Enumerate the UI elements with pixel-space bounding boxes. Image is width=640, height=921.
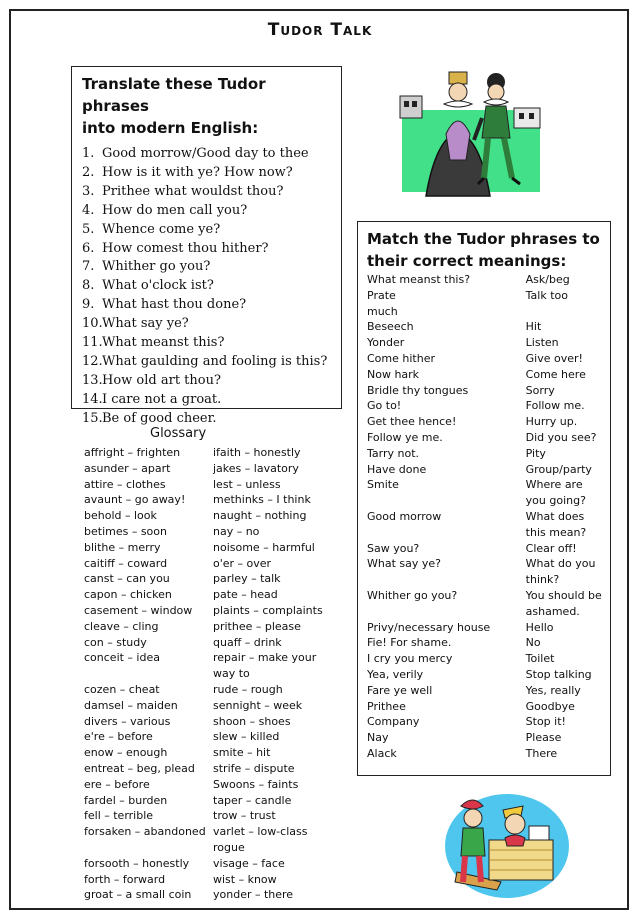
glossary-entry: asunder – apart [84, 461, 171, 475]
match-phrase-line [367, 604, 526, 620]
glossary-entry: naught – nothing [213, 509, 307, 523]
match-meaning-line: Listen [525, 336, 559, 350]
match-meaning-line: Ask/beg [525, 273, 570, 286]
translate-item [82, 277, 333, 296]
match-meaning-line: Did you see? [525, 430, 597, 444]
glossary-entry: conceit – idea [84, 651, 160, 665]
translate-item [82, 164, 333, 183]
glossary-left-column [84, 445, 209, 903]
glossary-entry: cozen – cheat [84, 682, 160, 696]
glossary-entry: methinks – I think [213, 493, 311, 507]
match-meaning-line: Stop it! [525, 715, 566, 729]
match-meaning-line: Talk too [525, 288, 568, 302]
match-phrase-line: Yonder [367, 336, 405, 350]
item-number: 12. [82, 353, 103, 369]
item-text: I care not a groat. [102, 391, 222, 407]
match-meaning-line: Come here [525, 367, 586, 381]
glossary-entry: fell – terrible [84, 809, 154, 823]
item-number: 15. [82, 410, 103, 426]
translate-heading-line2: into modern English: [82, 119, 259, 137]
glossary-entry: casement – window [84, 603, 193, 617]
item-number: 2. [82, 164, 95, 180]
glossary-entry: repair – make your [213, 651, 317, 665]
match-phrase-line: Fare ye well [367, 683, 433, 697]
glossary-entry [84, 840, 209, 856]
glossary-entry: smite – hit [213, 746, 271, 760]
glossary-entry: varlet – low-class [213, 825, 308, 839]
item-text: Be of good cheer. [102, 410, 217, 426]
glossary-entry: quaff – drink [213, 635, 282, 649]
translate-item [82, 372, 333, 391]
match-meaning-line: Hurry up. [525, 415, 578, 429]
item-text: What gaulding and fooling is this? [102, 353, 328, 369]
match-phrase-line: Privy/necessary house [367, 620, 491, 634]
match-meaning-line: Hello [525, 620, 554, 634]
glossary-entry: ere – before [84, 777, 150, 791]
item-number: 7. [82, 259, 95, 275]
item-number: 9. [82, 297, 95, 313]
match-meaning-line: Goodbye [525, 699, 575, 713]
item-number: 11. [82, 335, 103, 351]
glossary-entry: e're – before [84, 730, 153, 744]
item-number: 3. [82, 183, 95, 199]
glossary-entry: nay – no [213, 524, 260, 538]
glossary-entry: lest – unless [213, 477, 281, 491]
glossary-entry: behold – look [84, 509, 157, 523]
glossary-entry: sennight – week [213, 698, 303, 712]
item-text: Whither go you? [102, 259, 211, 275]
glossary-entry: slew – killed [213, 730, 280, 744]
match-meaning-line: think? [525, 573, 560, 587]
match-phrase-line: Come hither [367, 351, 435, 365]
glossary-entry: attire – clothes [84, 477, 166, 491]
glossary-entry: con – study [84, 635, 147, 649]
glossary-entry: taper – candle [213, 793, 292, 807]
item-number: 4. [82, 202, 95, 218]
glossary-entry: wist – know [213, 872, 277, 886]
item-text: Good morrow/Good day to thee [102, 146, 309, 161]
glossary-entry: forth – forward [84, 872, 166, 886]
glossary-entry: divers – various [84, 714, 171, 728]
translate-item [82, 296, 333, 315]
match-meaning-line: Clear off! [525, 541, 577, 555]
match-phrase-line: Bridle thy tongues [367, 383, 469, 397]
match-phrase-line: Fie! For shame. [367, 636, 452, 650]
match-phrase-line: Follow ye me. [367, 430, 443, 444]
match-phrase-line: Saw you? [367, 541, 420, 555]
translate-item [82, 315, 333, 334]
match-meaning-line: this mean? [525, 525, 587, 539]
item-number: 5. [82, 221, 95, 237]
tudor-couple-illustration [396, 68, 546, 200]
match-meaning-line: What does [525, 509, 585, 523]
glossary-entry: caitiff – coward [84, 556, 168, 570]
glossary-entry: pate – head [213, 588, 278, 602]
item-text: How do men call you? [102, 202, 248, 218]
match-phrases-column [367, 272, 526, 762]
match-heading [367, 228, 604, 272]
item-text: Whence come ye? [102, 221, 221, 237]
match-meaning-line: What do you [525, 557, 596, 571]
match-meaning-line: Stop talking [525, 667, 592, 681]
match-meaning-line: Please [525, 731, 562, 745]
glossary-title: Glossary [150, 426, 207, 441]
match-meaning-line: Pity [525, 446, 546, 460]
glossary-right-column [213, 445, 323, 903]
match-meaning-line: Sorry [525, 383, 555, 397]
item-text: How is it with ye? How now? [102, 164, 293, 180]
match-meaning-line: There [525, 746, 558, 760]
glossary-entry: plaints – complaints [213, 603, 323, 617]
glossary-entry: damsel – maiden [84, 698, 178, 712]
item-text: What say ye? [102, 316, 189, 332]
match-meaning-line: Where are [525, 478, 583, 492]
match-phrase-line: much [367, 304, 398, 318]
glossary-entry: trow – trust [213, 809, 276, 823]
match-phrase-line: What meanst this? [367, 273, 471, 286]
glossary-entry: avaunt – go away! [84, 493, 186, 507]
item-number: 6. [82, 240, 95, 256]
glossary-entry: o'er – over [213, 556, 272, 570]
match-phrase-line: I cry you mercy [367, 652, 453, 666]
glossary-entry: affright – frighten [84, 446, 181, 459]
translate-item [82, 202, 333, 221]
glossary-entry: forsooth – honestly [84, 856, 190, 870]
glossary-entry [84, 666, 209, 682]
match-meaning-line: Toilet [525, 652, 555, 666]
glossary-entry: capon – chicken [84, 588, 172, 602]
match-heading-line2: their correct meanings: [367, 252, 567, 270]
item-text: What meanst this? [102, 335, 225, 351]
match-phrase-line: Good morrow [367, 509, 442, 523]
glossary-entry: way to [213, 667, 250, 681]
glossary-entry: jakes – lavatory [213, 461, 299, 475]
glossary-entry: Swoons – faints [213, 777, 299, 791]
match-heading-line1: Match the Tudor phrases to [367, 230, 600, 248]
glossary-entry: enow – enough [84, 746, 168, 760]
match-phrase-line: Yea, verily [367, 667, 424, 681]
translate-item [82, 240, 333, 259]
glossary-entry: yonder – there [213, 888, 294, 902]
glossary-entry: groat – a small coin [84, 888, 192, 902]
match-meaning-line: Yes, really [525, 683, 581, 697]
match-meanings-column [526, 272, 604, 762]
glossary-entry: canst – can you [84, 572, 170, 586]
translate-item [82, 334, 333, 353]
match-phrase-line: Go to! [367, 399, 402, 413]
match-phrase-line: Beseech [367, 320, 414, 334]
match-meaning-line: No [525, 636, 541, 650]
match-phrase-line [367, 493, 526, 509]
translate-heading-line1: Translate these Tudor phrases [82, 75, 266, 115]
match-phrase-line: Whither go you? [367, 588, 458, 602]
match-phrase-line: Smite [367, 478, 399, 492]
item-number: 13. [82, 372, 103, 388]
item-text: Prithee what wouldst thou? [102, 183, 284, 199]
glossary-entry: ifaith – honestly [213, 446, 301, 459]
match-phrase-line [367, 525, 526, 541]
translate-heading [82, 73, 333, 139]
match-meaning-line: Follow me. [525, 399, 585, 413]
glossary-entry: entreat – beg, plead [84, 761, 195, 775]
glossary-entry: rogue [213, 840, 245, 854]
item-number: 10. [82, 316, 103, 332]
glossary-entry: noisome – harmful [213, 540, 315, 554]
translate-box [71, 66, 342, 426]
glossary-entry: parley – talk [213, 572, 281, 586]
match-meaning-line: You should be [525, 588, 602, 602]
page-title: Tudor Talk [267, 20, 373, 40]
glossary-entry: betimes – soon [84, 524, 167, 538]
item-number: 8. [82, 278, 95, 294]
match-phrase-line: What say ye? [367, 557, 441, 571]
translate-item [82, 353, 333, 372]
item-text: What hast thou done? [102, 297, 247, 313]
match-phrase-line: Get thee hence! [367, 415, 457, 429]
match-phrase-line: Prate [367, 288, 396, 302]
glossary-entry: forsaken – abandoned [84, 825, 206, 839]
translate-item [82, 145, 333, 164]
glossary-entry: shoon – shoes [213, 714, 291, 728]
item-text: How old art thou? [102, 372, 221, 388]
match-phrase-line [367, 572, 526, 588]
match-meaning-line: Give over! [525, 351, 583, 365]
match-phrase-line: Prithee [367, 699, 406, 713]
glossary-entry: rude – rough [213, 682, 283, 696]
match-phrase-line: Tarry not. [367, 446, 420, 460]
item-number: 14. [82, 391, 103, 407]
glossary-entry: strife – dispute [213, 761, 295, 775]
match-box [357, 221, 611, 776]
item-text: How comest thou hither? [102, 240, 269, 256]
glossary-entry: fardel – burden [84, 793, 168, 807]
item-number: 1. [82, 146, 95, 161]
translate-item [82, 410, 333, 429]
match-meaning-line: you going? [525, 494, 586, 508]
match-phrase-line: Nay [367, 731, 389, 745]
match-phrase-line: Have done [367, 462, 427, 476]
match-meaning-line: Hit [525, 320, 542, 334]
translate-item [82, 258, 333, 277]
match-meaning-line [526, 304, 604, 320]
match-columns [367, 272, 604, 762]
match-phrase-line: Alack [367, 746, 397, 760]
match-meaning-line: Group/party [525, 462, 592, 476]
translate-list [82, 145, 333, 429]
glossary-entry: prithee – please [213, 619, 301, 633]
glossary-entry: visage – face [213, 856, 285, 870]
match-phrase-line: Company [367, 715, 420, 729]
glossary-entry: cleave – cling [84, 619, 159, 633]
translate-item [82, 221, 333, 240]
match-meaning-line: ashamed. [525, 604, 580, 618]
jester-king-illustration [443, 786, 571, 900]
item-text: What o'clock ist? [102, 278, 214, 294]
translate-item [82, 391, 333, 410]
translate-item [82, 183, 333, 202]
glossary-entry: blithe – merry [84, 540, 161, 554]
match-phrase-line: Now hark [367, 367, 420, 381]
